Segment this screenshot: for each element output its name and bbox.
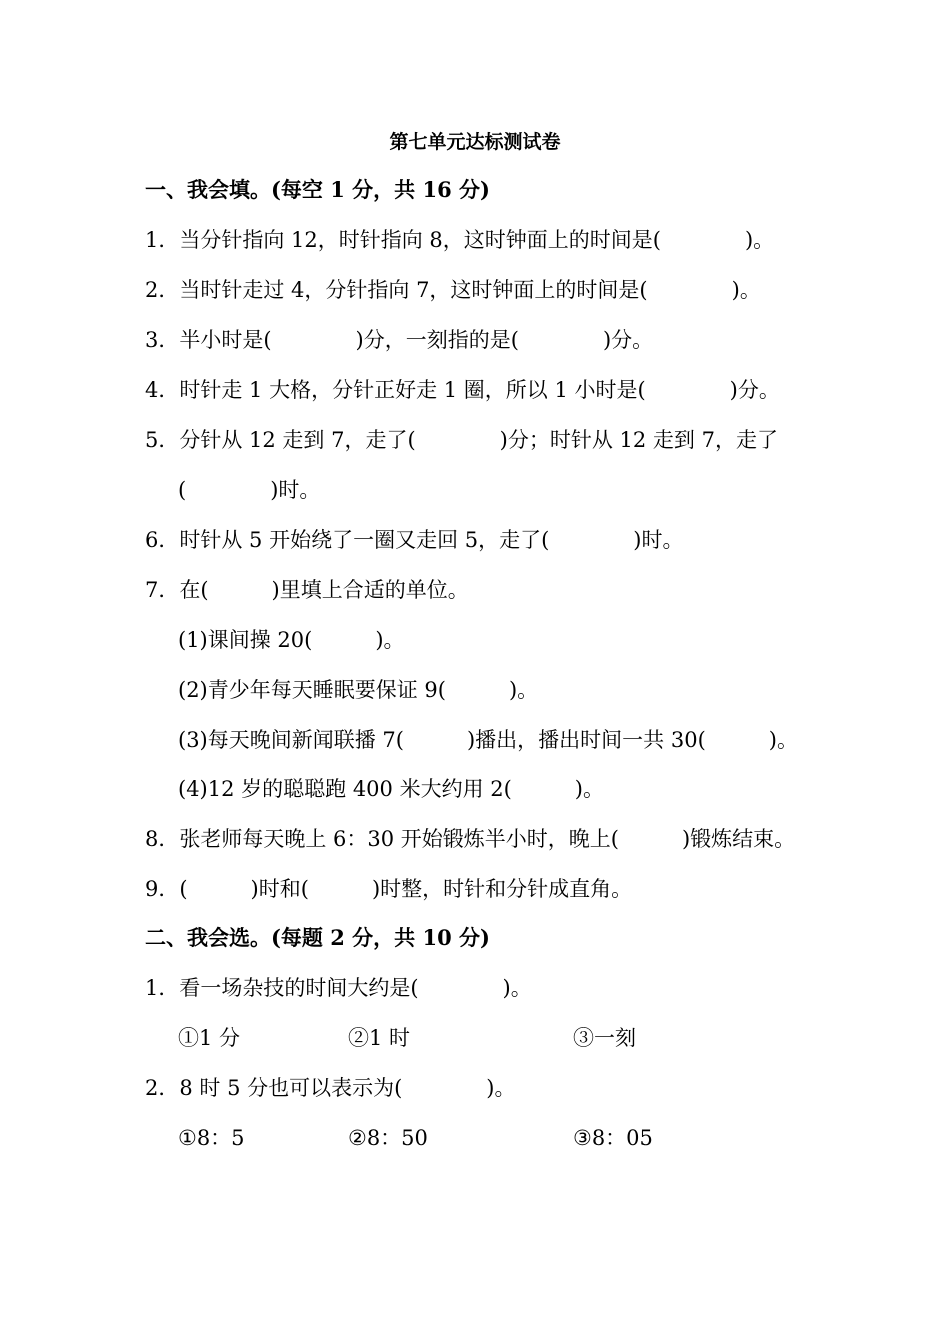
- question-1-5-line2: ( )时。: [178, 478, 321, 502]
- question-1-5-line1: 5．分针从 12 走到 7，走了( )分；时针从 12 走到 7，走了: [145, 428, 778, 452]
- question-1-4: 4．时针走 1 大格，分针正好走 1 圈，所以 1 小时是( )分。: [145, 378, 780, 402]
- question-1-3: 3．半小时是( )分，一刻指的是( )分。: [145, 328, 654, 352]
- question-1-7-sub4: (4)12 岁的聪聪跑 400 米大约用 2( )。: [178, 777, 604, 801]
- section-heading-choose: 二、我会选。(每题 2 分，共 10 分): [145, 925, 490, 950]
- option-2-1-a: ①1 分: [178, 1026, 241, 1050]
- question-1-9: 9．( )时和( )时整，时针和分针成直角。: [145, 877, 633, 901]
- question-1-7: 7．在( )里填上合适的单位。: [145, 578, 469, 602]
- question-1-7-sub3: (3)每天晚间新闻联播 7( )播出，播出时间一共 30( )。: [178, 728, 798, 752]
- section-heading-fill: 一、我会填。(每空 1 分，共 16 分): [145, 177, 490, 202]
- question-1-6: 6．时针从 5 开始绕了一圈又走回 5，走了( )时。: [145, 528, 684, 552]
- question-1-8: 8．张老师每天晚上 6：30 开始锻炼半小时，晚上( )锻炼结束。: [145, 827, 796, 851]
- option-2-1-b: ②1 时: [348, 1026, 411, 1050]
- option-2-2-a: ①8：5: [178, 1126, 245, 1150]
- question-1-1: 1．当分针指向 12，时针指向 8，这时钟面上的时间是( )。: [145, 228, 775, 252]
- page-title: 第七单元达标测试卷: [389, 131, 561, 153]
- question-2-1: 1．看一场杂技的时间大约是( )。: [145, 976, 532, 1000]
- option-2-1-c: ③一刻: [573, 1026, 636, 1050]
- option-2-2-c: ③8：05: [573, 1126, 653, 1150]
- question-1-7-sub1: (1)课间操 20( )。: [178, 628, 405, 652]
- question-2-2: 2．8 时 5 分也可以表示为( )。: [145, 1076, 516, 1100]
- question-1-7-sub2: (2)青少年每天睡眠要保证 9( )。: [178, 678, 539, 702]
- question-1-2: 2．当时针走过 4，分针指向 7，这时钟面上的时间是( )。: [145, 278, 761, 302]
- option-2-2-b: ②8：50: [348, 1126, 428, 1150]
